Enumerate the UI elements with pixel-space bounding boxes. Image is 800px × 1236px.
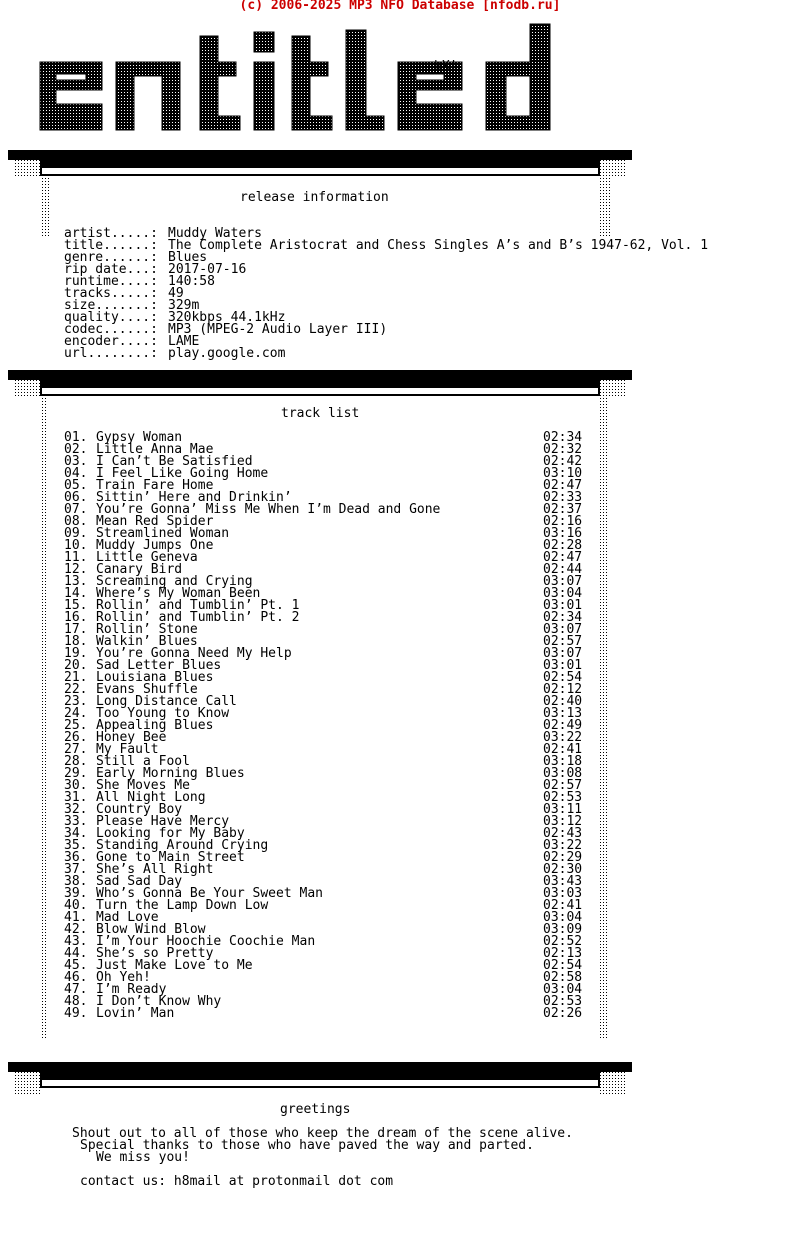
track-title: Where’s My Woman Been xyxy=(96,586,261,601)
group-tag: hX! xyxy=(434,59,458,74)
track-title: You’re Gonna’ Miss Me When I’m Dead and Gone xyxy=(96,502,441,517)
track-number: 12. xyxy=(64,562,88,577)
track-title: Standing Around Crying xyxy=(96,838,269,853)
track-number: 17. xyxy=(64,622,88,637)
track-number: 31. xyxy=(64,790,88,805)
track-duration: 02:53 xyxy=(543,790,583,805)
track-duration: 02:28 xyxy=(543,538,583,553)
track-title: Sad Sad Day xyxy=(96,874,183,889)
track-title: Gypsy Woman xyxy=(96,430,183,445)
track-duration: 02:16 xyxy=(543,514,583,529)
track-duration: 03:07 xyxy=(543,574,583,589)
track-number: 33. xyxy=(64,814,88,829)
track-title: Lovin’ Man xyxy=(96,1006,175,1021)
track-number: 42. xyxy=(64,922,88,937)
track-title: Gone to Main Street xyxy=(96,850,245,865)
track-duration: 03:01 xyxy=(543,598,583,613)
track-title: Train Fare Home xyxy=(96,478,214,493)
track-title: Little Anna Mae xyxy=(96,442,214,457)
track-number: 16. xyxy=(64,610,88,625)
track-duration: 03:07 xyxy=(543,646,583,661)
track-number: 44. xyxy=(64,946,88,961)
track-duration: 02:32 xyxy=(543,442,583,457)
track-number: 20. xyxy=(64,658,88,673)
track-title: Country Boy xyxy=(96,802,183,817)
track-title: Please Have Mercy xyxy=(96,814,230,829)
entitled-logo xyxy=(30,22,620,134)
track-number: 39. xyxy=(64,886,88,901)
track-title: She’s All Right xyxy=(96,862,214,877)
greetings-line-2: Special thanks to those who have paved the way and parted. xyxy=(80,1138,534,1153)
track-duration: 02:49 xyxy=(543,718,583,733)
track-duration: 02:29 xyxy=(543,850,583,865)
track-duration: 02:44 xyxy=(543,562,583,577)
track-title: I’m Your Hoochie Coochie Man xyxy=(96,934,316,949)
greetings-line-1: Shout out to all of those who keep the dream of the scene alive. xyxy=(72,1126,573,1141)
track-duration: 02:54 xyxy=(543,670,583,685)
track-title: Looking for My Baby xyxy=(96,826,245,841)
track-number: 15. xyxy=(64,598,88,613)
track-number: 07. xyxy=(64,502,88,517)
track-title: She’s so Pretty xyxy=(96,946,214,961)
track-title: Early Morning Blues xyxy=(96,766,245,781)
track-number: 47. xyxy=(64,982,88,997)
track-title: I’m Ready xyxy=(96,982,167,997)
track-number: 43. xyxy=(64,934,88,949)
track-number: 25. xyxy=(64,718,88,733)
track-duration: 02:12 xyxy=(543,682,583,697)
track-title: Sad Letter Blues xyxy=(96,658,222,673)
greetings-heading: greetings xyxy=(280,1102,351,1117)
track-title: Appealing Blues xyxy=(96,718,214,733)
track-title: Screaming and Crying xyxy=(96,574,253,589)
track-title: Just Make Love to Me xyxy=(96,958,253,973)
track-duration: 03:18 xyxy=(543,754,583,769)
track-duration: 02:34 xyxy=(543,610,583,625)
track-duration: 02:58 xyxy=(543,970,583,985)
track-number: 46. xyxy=(64,970,88,985)
track-number: 22. xyxy=(64,682,88,697)
track-duration: 03:16 xyxy=(543,526,583,541)
track-number: 01. xyxy=(64,430,88,445)
track-duration: 02:52 xyxy=(543,934,583,949)
track-title: Honey Bee xyxy=(96,730,167,745)
track-title: Streamlined Woman xyxy=(96,526,230,541)
track-duration: 02:53 xyxy=(543,994,583,1009)
track-number: 14. xyxy=(64,586,88,601)
track-number: 09. xyxy=(64,526,88,541)
track-duration: 03:12 xyxy=(543,814,583,829)
track-number: 18. xyxy=(64,634,88,649)
track-number: 35. xyxy=(64,838,88,853)
track-duration: 02:34 xyxy=(543,430,583,445)
track-title: I Feel Like Going Home xyxy=(96,466,269,481)
track-title: All Night Long xyxy=(96,790,206,805)
track-title: Rollin’ and Tumblin’ Pt. 1 xyxy=(96,598,300,613)
track-row xyxy=(64,1008,594,1020)
track-duration: 03:08 xyxy=(543,766,583,781)
track-duration: 03:22 xyxy=(543,730,583,745)
track-number: 23. xyxy=(64,694,88,709)
track-title: Walkin’ Blues xyxy=(96,634,198,649)
track-title: Long Distance Call xyxy=(96,694,237,709)
track-number: 45. xyxy=(64,958,88,973)
track-duration: 02:37 xyxy=(543,502,583,517)
track-number: 05. xyxy=(64,478,88,493)
track-number: 19. xyxy=(64,646,88,661)
track-duration: 03:07 xyxy=(543,622,583,637)
track-duration: 03:01 xyxy=(543,658,583,673)
track-title: Mad Love xyxy=(96,910,159,925)
track-duration: 03:10 xyxy=(543,466,583,481)
track-number: 48. xyxy=(64,994,88,1009)
track-duration: 02:42 xyxy=(543,454,583,469)
greetings-frame xyxy=(0,1060,640,1096)
track-number: 36. xyxy=(64,850,88,865)
track-duration: 03:11 xyxy=(543,802,583,817)
track-title: Evans Shuffle xyxy=(96,682,198,697)
track-number: 08. xyxy=(64,514,88,529)
track-number: 26. xyxy=(64,730,88,745)
track-duration: 02:47 xyxy=(543,478,583,493)
track-number: 40. xyxy=(64,898,88,913)
track-number: 30. xyxy=(64,778,88,793)
track-number: 03. xyxy=(64,454,88,469)
track-duration: 02:47 xyxy=(543,550,583,565)
track-title: You’re Gonna Need My Help xyxy=(96,646,292,661)
track-title: Louisiana Blues xyxy=(96,670,214,685)
track-duration: 03:13 xyxy=(543,706,583,721)
track-number: 04. xyxy=(64,466,88,481)
track-number: 37. xyxy=(64,862,88,877)
track-title: Muddy Jumps One xyxy=(96,538,214,553)
track-title: Canary Bird xyxy=(96,562,183,577)
track-duration: 03:04 xyxy=(543,910,583,925)
track-list xyxy=(64,432,594,1020)
track-title: Rollin’ and Tumblin’ Pt. 2 xyxy=(96,610,300,625)
track-duration: 03:43 xyxy=(543,874,583,889)
contact-line: contact us: h8mail at protonmail dot com xyxy=(80,1174,394,1189)
track-duration: 03:03 xyxy=(543,886,583,901)
track-duration: 03:04 xyxy=(543,982,583,997)
track-title: Turn the Lamp Down Low xyxy=(96,898,269,913)
nfodb-credit: (c) 2006-2025 MP3 NFO Database [nfodb.ru] xyxy=(239,0,561,13)
track-duration: 02:40 xyxy=(543,694,583,709)
track-title: I Don’t Know Why xyxy=(96,994,222,1009)
track-duration: 03:04 xyxy=(543,586,583,601)
track-duration: 02:41 xyxy=(543,742,583,757)
track-number: 13. xyxy=(64,574,88,589)
track-title: Little Geneva xyxy=(96,550,198,565)
track-title: I Can’t Be Satisfied xyxy=(96,454,253,469)
track-number: 24. xyxy=(64,706,88,721)
track-number: 29. xyxy=(64,766,88,781)
track-number: 28. xyxy=(64,754,88,769)
track-number: 32. xyxy=(64,802,88,817)
track-title: Oh Yeh! xyxy=(96,970,151,985)
greetings-line-3: We miss you! xyxy=(96,1150,190,1165)
track-number: 10. xyxy=(64,538,88,553)
track-duration: 02:33 xyxy=(543,490,583,505)
track-duration: 02:43 xyxy=(543,826,583,841)
track-number: 38. xyxy=(64,874,88,889)
track-duration: 02:41 xyxy=(543,898,583,913)
track-number: 21. xyxy=(64,670,88,685)
track-title: Still a Fool xyxy=(96,754,190,769)
track-title: Who’s Gonna Be Your Sweet Man xyxy=(96,886,323,901)
track-number: 02. xyxy=(64,442,88,457)
track-number: 11. xyxy=(64,550,88,565)
track-list-heading: track list xyxy=(281,406,360,421)
track-title: Rollin’ Stone xyxy=(96,622,198,637)
track-duration: 02:30 xyxy=(543,862,583,877)
track-number: 41. xyxy=(64,910,88,925)
track-duration: 02:57 xyxy=(543,634,583,649)
track-title: Too Young to Know xyxy=(96,706,230,721)
track-duration: 03:22 xyxy=(543,838,583,853)
track-title: Sittin’ Here and Drinkin’ xyxy=(96,490,292,505)
track-title: Blow Wind Blow xyxy=(96,922,206,937)
track-title: My Fault xyxy=(96,742,159,757)
track-duration: 02:26 xyxy=(543,1006,583,1021)
track-duration: 02:57 xyxy=(543,778,583,793)
release-info-heading: release information xyxy=(240,190,389,205)
track-number: 49. xyxy=(64,1006,88,1021)
track-title: She Moves Me xyxy=(96,778,190,793)
track-number: 34. xyxy=(64,826,88,841)
track-duration: 03:09 xyxy=(543,922,583,937)
track-duration: 02:13 xyxy=(543,946,583,961)
track-title: Mean Red Spider xyxy=(96,514,214,529)
track-number: 27. xyxy=(64,742,88,757)
track-number: 06. xyxy=(64,490,88,505)
track-duration: 02:54 xyxy=(543,958,583,973)
